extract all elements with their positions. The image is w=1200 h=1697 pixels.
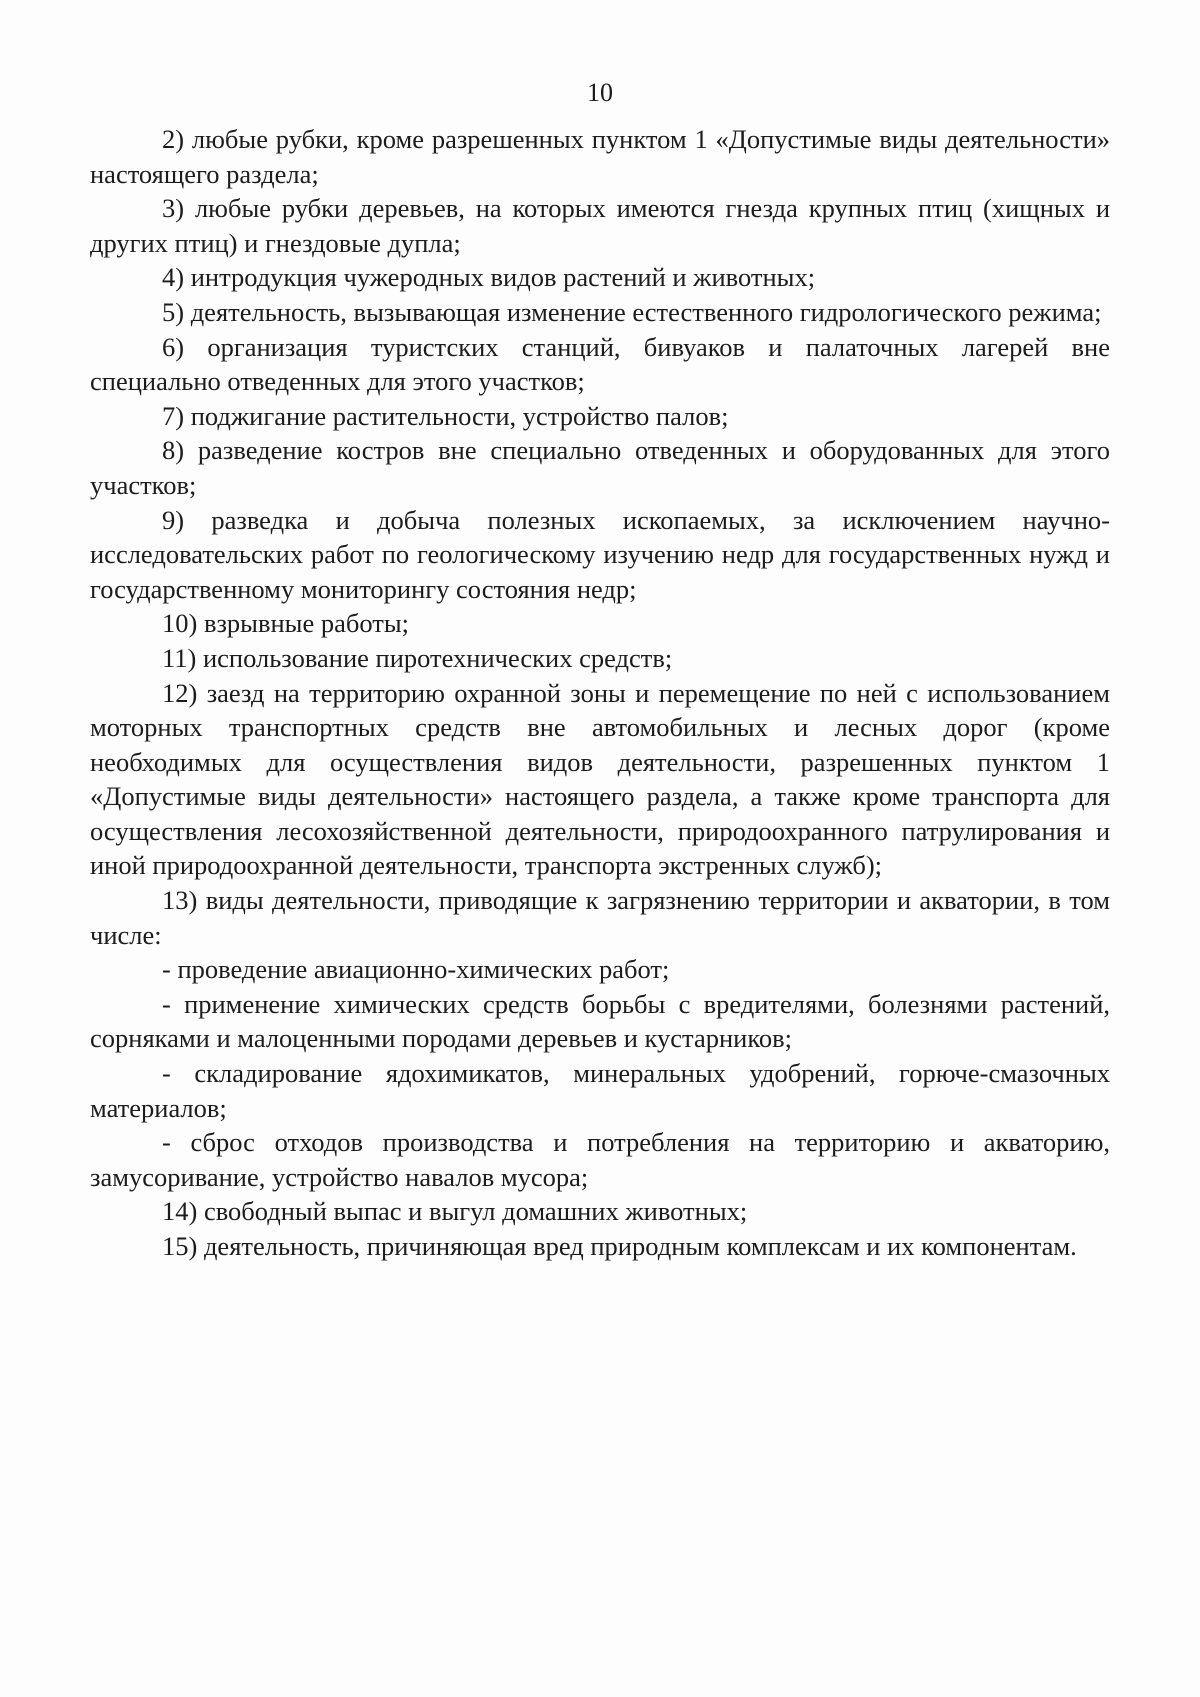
paragraph-item-15: 15) деятельность, причиняющая вред природным комплексам и их компонентам. bbox=[162, 1231, 1077, 1261]
paragraph-item-2: 2) любые рубки, кроме разрешенных пунктом 1 «Допустимые виды деятельности» настоящего раздела; bbox=[90, 124, 1110, 189]
paragraph-item-5: 5) деятельность, вызывающая изменение естественного гидрологического режима; bbox=[162, 296, 1102, 327]
paragraph-item-4: 4) интродукция чужеродных видов растений и животных; bbox=[162, 262, 816, 293]
paragraph-item-12: 12) заезд на территорию охранной зоны и перемещение по ней с использованием моторных транспортных средств вне автомобильных и лесных дорог (кроме необходимых для осуществления видов деятельности, разрешенных пунктом 1 «Допустимые виды деятельности» настоящего раздела, а также кроме транспорта для осуществления лесохозяйственной деятельности, природоохранного патрулирования и иной природоохранной деятельности, транспорта экстренных служб); bbox=[90, 677, 1110, 881]
paragraph-item-7: 7) поджигание растительности, устройство палов; bbox=[162, 400, 729, 431]
paragraph-item-9: 9) разведка и добыча полезных ископаемых, за исключением научно-исследовательских работ по геологическому изучению недр для государственных нужд и государственному мониторингу состояния недр; bbox=[90, 504, 1110, 604]
paragraph-item-11: 11) использование пиротехнических средств; bbox=[162, 642, 673, 673]
paragraph-item-8: 8) разведение костров вне специально отведенных и оборудованных для этого участков; bbox=[90, 435, 1110, 500]
sub-item-waste-dumping: - сброс отходов производства и потребления на территорию и акваторию, замусоривание, устройство навалов мусора; bbox=[90, 1127, 1110, 1192]
paragraph-item-13: 13) виды деятельности, приводящие к загрязнению территории и акватории, в том числе: bbox=[90, 885, 1110, 950]
paragraph-item-3: 3) любые рубки деревьев, на которых имеются гнезда крупных птиц (хищных и других птиц) и гнездовые дупла; bbox=[90, 193, 1110, 258]
paragraph-item-14: 14) свободный выпас и выгул домашних животных; bbox=[162, 1196, 748, 1227]
page-number: 10 bbox=[587, 78, 613, 107]
paragraph-item-10: 10) взрывные работы; bbox=[162, 608, 410, 639]
sub-item-chemical-agents: - применение химических средств борьбы с вредителями, болезнями растений, сорняками и малоценными породами деревьев и кустарников; bbox=[90, 988, 1110, 1054]
sub-item-storage: - складирование ядохимикатов, минеральных удобрений, горюче-смазочных материалов; bbox=[90, 1058, 1110, 1123]
document-body bbox=[90, 122, 1110, 1264]
sub-item-aviation-chemical: - проведение авиационно-химических работ; bbox=[162, 954, 670, 985]
paragraph-item-6: 6) организация туристских станций, бивуаков и палаточных лагерей вне специально отведенных для этого участков; bbox=[90, 331, 1110, 397]
